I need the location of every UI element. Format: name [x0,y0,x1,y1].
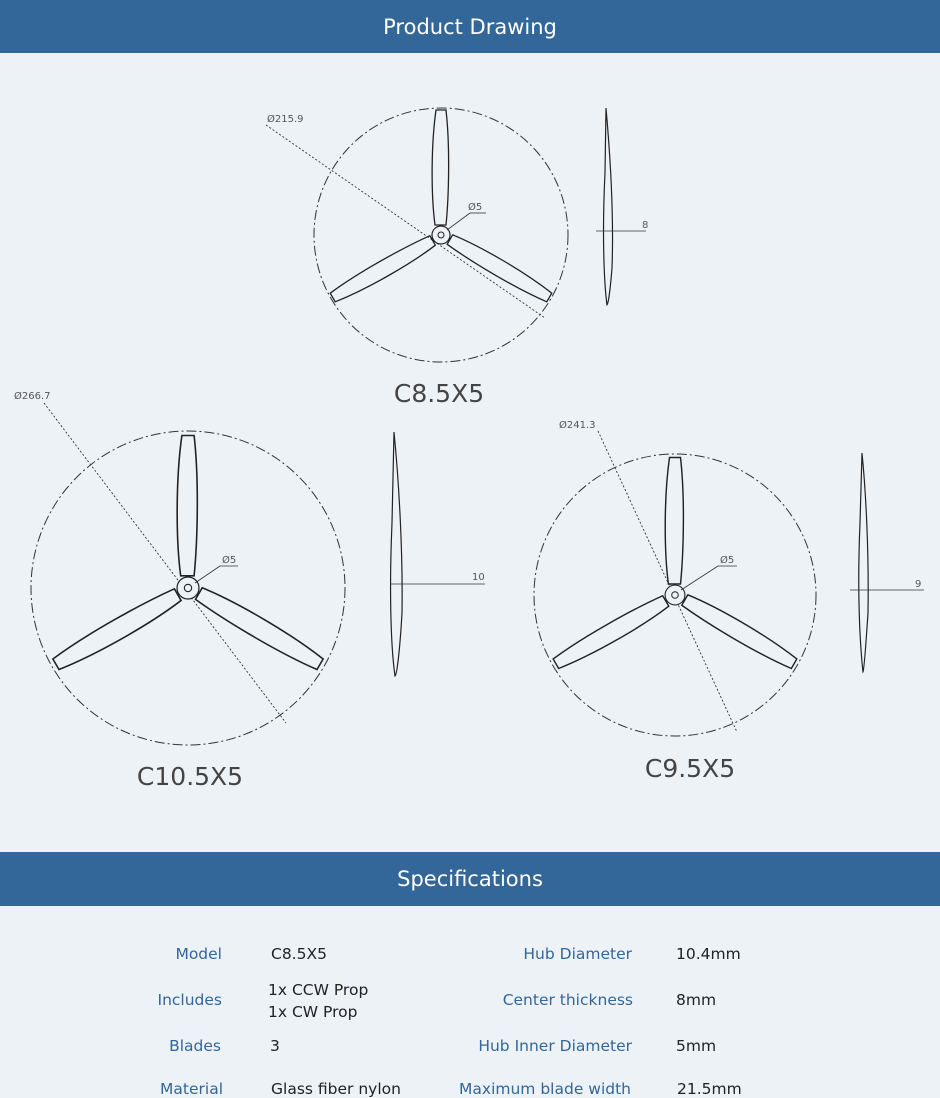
specifications-banner [0,852,940,906]
spec-label: Hub Diameter [523,945,632,963]
dim-hub-1: Ø5 [468,202,483,213]
dim-thickness-3: 9 [915,579,922,590]
model-label-3: C9.5X5 [644,754,736,783]
drawing-svg [0,53,940,852]
spec-label: Blades [169,1037,221,1055]
dim-hub-3: Ø5 [720,555,735,566]
dim-hub-2: Ø5 [222,555,237,566]
drawing-c8-5x5 [266,108,648,408]
spec-label: Center thickness [502,991,633,1009]
product-drawing-title: Product Drawing [383,14,557,39]
specifications-table [0,906,940,1098]
product-drawing-area [0,53,940,852]
spec-value: 10.4mm [676,945,741,963]
spec-value: 1x CCW Prop 1x CW Prop [268,981,369,1021]
spec-label: Model [175,945,222,963]
spec-value: C8.5X5 [271,945,327,963]
model-label-1: C8.5X5 [393,379,485,408]
spec-value: Glass fiber nylon [271,1080,401,1098]
dim-diameter-2: Ø266.7 [14,391,51,402]
spec-value: 21.5mm [677,1080,742,1098]
spec-value: 8mm [676,991,717,1009]
spec-label: Hub Inner Diameter [478,1037,632,1055]
spec-value: 3 [270,1037,280,1055]
drawing-c9-5x5 [534,419,924,783]
dim-diameter-1: Ø215.9 [267,114,304,125]
spec-label: Includes [157,991,222,1009]
spec-label: Maximum blade width [459,1080,631,1098]
model-label-2: C10.5X5 [136,762,244,791]
spec-value: 5mm [676,1037,717,1055]
drawing-c10-5x5 [14,390,485,791]
product-drawing-banner [0,0,940,53]
dim-thickness-2: 10 [472,572,485,583]
dim-thickness-1: 8 [642,220,649,231]
spec-label: Material [160,1080,223,1098]
dim-diameter-3: Ø241.3 [559,420,596,431]
specifications-title: Specifications [397,867,543,891]
